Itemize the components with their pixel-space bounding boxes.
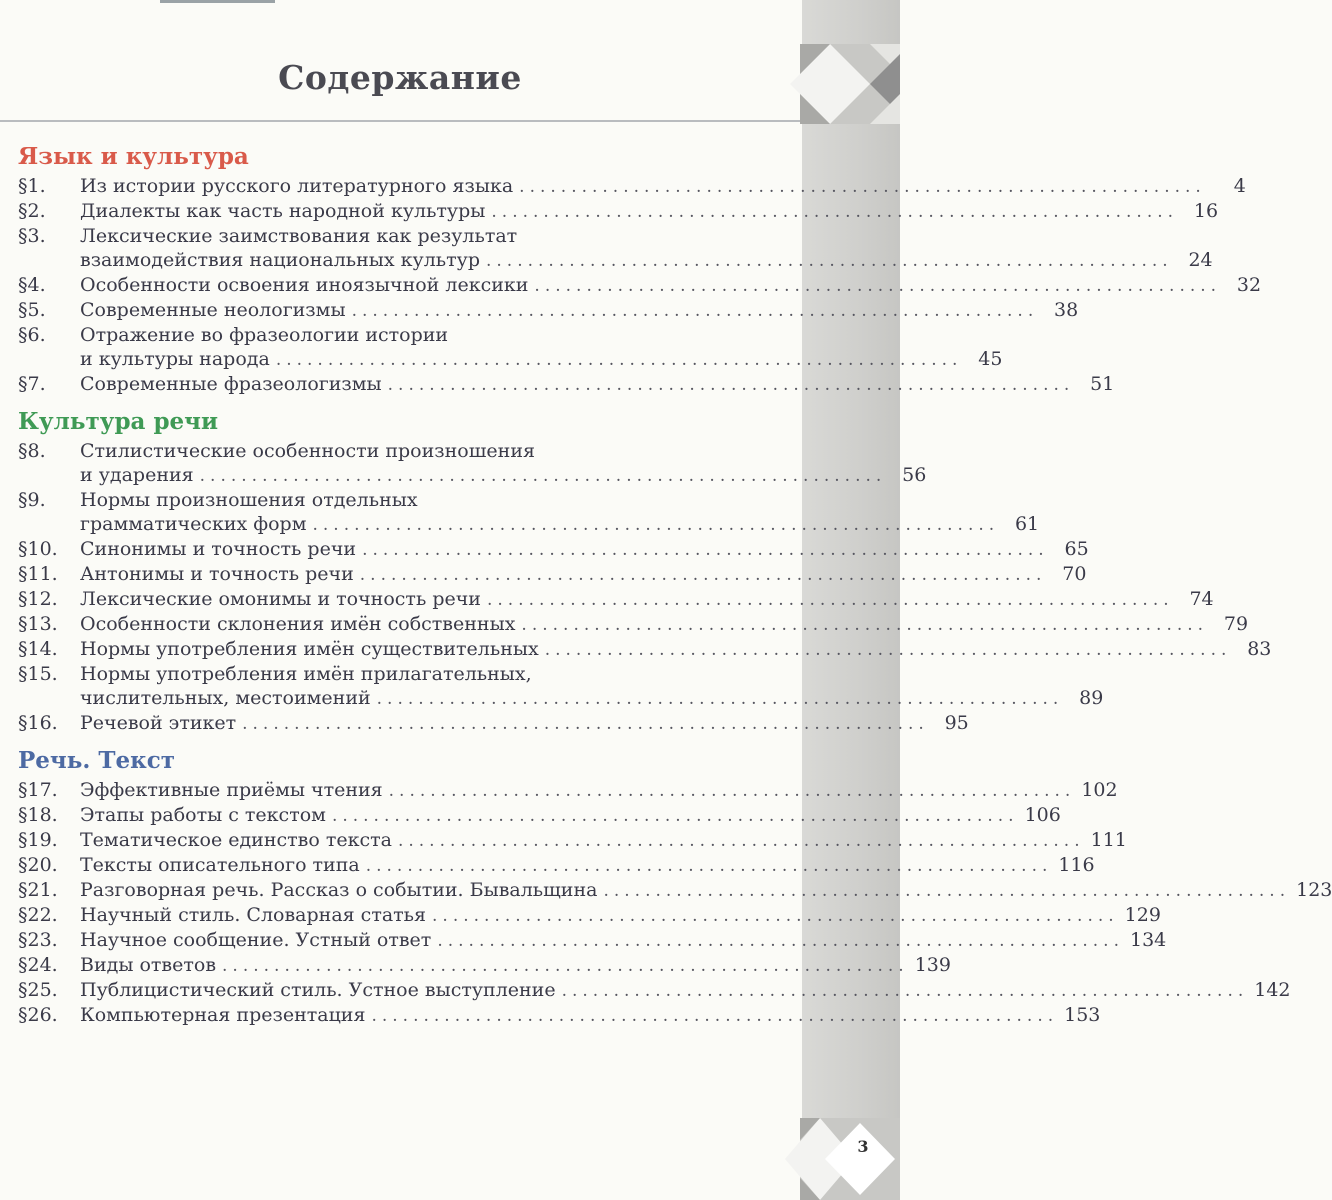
entry-number: §15. [18,663,58,685]
corner-ornament-top [800,44,900,124]
entry-page: 4 [1233,175,1246,197]
entry-title: Нормы употребления имён существительных [80,638,539,660]
toc-entry[interactable]: §1. Из истории русского литературного языка .................................................................. 4 [18,175,1246,197]
corner-ornament-bottom [800,1118,900,1200]
entry-number: §21. [18,879,58,901]
entry-number: §11. [18,563,58,585]
entry-page: 116 [1058,854,1095,876]
entry-number: §24. [18,954,58,976]
entry-page: 70 [1062,563,1087,585]
section-title-language-culture: Язык и культура [18,143,249,170]
entry-page: 111 [1090,829,1127,851]
entry-page: 74 [1189,588,1214,610]
entry-number: §3. [18,225,46,247]
entry-title: Научный стиль. Словарная статья [80,904,427,926]
entry-title: Стилистические особенности произношения [80,440,535,462]
entry-number: §6. [18,324,46,346]
entry-number: §25. [18,979,58,1001]
toc-entry[interactable]: §7. Современные фразеологизмы .................................................................. 51 [18,373,1115,395]
toc-entry[interactable]: §8. Стилистические особенности произношения и ударения .................................................................. 56 [18,440,927,486]
entry-number: §4. [18,274,46,296]
entry-title: Особенности освоения иноязычной лексики [80,274,529,296]
entry-page: 123 [1296,879,1332,901]
toc-entry[interactable]: §24. Виды ответов .................................................................. 139 [18,954,951,976]
entry-title-continued: и культуры народа [80,348,270,370]
entry-page: 79 [1223,613,1249,635]
toc-entry[interactable]: §23. Научное сообщение. Устный ответ .................................................................. 134 [18,929,1167,951]
toc-entry[interactable]: §4. Особенности освоения иноязычной лексики .................................................................. 32 [18,274,1262,296]
entry-title: Тематическое единство текста [80,829,392,851]
entry-page: 16 [1193,200,1219,222]
top-edge-mark [160,0,275,3]
entry-title: Современные фразеологизмы [80,373,382,395]
entry-title: Антонимы и точность речи [80,563,354,585]
entry-title: Тексты описательного типа [80,854,360,876]
entry-title: Публицистический стиль. Устное выступление [80,979,556,1001]
entry-number: §19. [18,829,58,851]
toc-entry[interactable]: §17. Эффективные приёмы чтения .................................................................. 102 [18,779,1118,801]
entry-title: Компьютерная презентация [80,1004,366,1026]
toc-entry[interactable]: §12. Лексические омонимы и точность речи .................................................................. 74 [18,588,1214,610]
entry-title: Речевой этикет [80,712,237,734]
header-rule [0,120,900,122]
entry-title: Эффективные приёмы чтения [80,779,383,801]
entry-page: 65 [1064,538,1089,560]
entry-number: §5. [18,299,46,321]
entry-number: §14. [18,638,58,660]
entry-page: 61 [1014,513,1040,535]
entry-page: 45 [978,348,1003,370]
entry-number: §10. [18,538,58,560]
toc-entry[interactable]: §10. Синонимы и точность речи .................................................................. 65 [18,538,1089,560]
entry-number: §23. [18,929,58,951]
toc-entry[interactable]: §19. Тематическое единство текста .................................................................. 111 [18,829,1127,851]
entry-title: Синонимы и точность речи [80,538,357,560]
entry-page: 134 [1129,929,1167,951]
entry-page: 129 [1124,904,1161,926]
toc-entry[interactable]: §11. Антонимы и точность речи .................................................................. 70 [18,563,1087,585]
entry-number: §9. [18,489,46,511]
toc-entry[interactable]: §26. Компьютерная презентация .................................................................. 153 [18,1004,1101,1026]
table-of-contents [18,140,1332,1028]
entry-number: §20. [18,854,58,876]
toc-entry[interactable]: §21. Разговорная речь. Рассказ о событии. Бывальщина .................................................................. 123 [18,879,1332,901]
entry-page: 153 [1064,1004,1101,1026]
toc-entry[interactable]: §6. Отражение во фразеологии истории и культуры народа .................................................................. 45 [18,324,1003,370]
entry-number: §2. [18,200,46,222]
entry-title: Современные неологизмы [80,299,346,321]
entry-title-continued: числительных, местоимений [80,687,371,709]
entry-number: §12. [18,588,58,610]
entry-title-continued: взаимодействия национальных культур [80,249,480,271]
entry-title: Научное сообщение. Устный ответ [80,929,432,951]
entry-page: 142 [1254,979,1291,1001]
toc-entry[interactable]: §5. Современные неологизмы .................................................................. 38 [18,299,1079,321]
entry-number: §18. [18,804,58,826]
section-title-speech-culture: Культура речи [18,408,219,435]
entry-page: 83 [1247,638,1272,660]
entry-number: §8. [18,440,46,462]
entry-page: 106 [1024,804,1061,826]
entry-page: 56 [902,464,927,486]
entry-page: 102 [1081,779,1118,801]
toc-entry[interactable]: §22. Научный стиль. Словарная статья .................................................................. 129 [18,904,1161,926]
entry-page: 51 [1090,373,1115,395]
toc-entry[interactable]: §25. Публицистический стиль. Устное выступление .................................................................. 142 [18,979,1291,1001]
entry-title: Этапы работы с текстом [80,804,326,826]
entry-title: Диалекты как часть народной культуры [80,200,486,222]
entry-number: §26. [18,1004,58,1026]
section-title-speech-text: Речь. Текст [18,747,176,774]
entry-title: Лексические омонимы и точность речи [80,588,481,610]
entry-title: Виды ответов [80,954,217,976]
toc-entry[interactable]: §20. Тексты описательного типа .................................................................. 116 [18,854,1095,876]
entry-page: 95 [944,712,969,734]
entry-title: Из истории русского литературного языка [80,175,514,197]
entry-page: 38 [1054,299,1079,321]
toc-entry[interactable]: §15. Нормы употребления имён прилагательных, числительных, местоимений .................................................................. 89 [18,663,1104,709]
toc-entry[interactable]: §13. Особенности склонения имён собственных .................................................................. 79 [18,613,1249,635]
entry-title-continued: и ударения [80,464,194,486]
entry-number: §16. [18,712,58,734]
entry-number: §7. [18,373,46,395]
entry-title: Особенности склонения имён собственных [80,613,516,635]
entry-page: 24 [1188,249,1213,271]
entry-page: 32 [1236,274,1262,296]
entry-title: Нормы произношения отдельных [80,489,418,511]
toc-entry[interactable]: §16. Речевой этикет .................................................................. 95 [18,712,969,734]
entry-number: §1. [18,175,46,197]
entry-page: 89 [1079,687,1104,709]
toc-entry[interactable]: §9. Нормы произношения отдельных грамматических форм .................................................................. 61 [18,489,1040,535]
toc-entry[interactable]: §18. Этапы работы с текстом .................................................................. 106 [18,804,1061,826]
page-number: 3 [857,1137,869,1156]
entry-number: §17. [18,779,58,801]
toc-entry[interactable]: §3. Лексические заимствования как результат взаимодействия национальных культур .................................................................. 24 [18,225,1213,271]
toc-entry[interactable]: §2. Диалекты как часть народной культуры .................................................................. 16 [18,200,1219,222]
toc-entry[interactable]: §14. Нормы употребления имён существительных .................................................................. 83 [18,638,1272,660]
entry-title: Нормы употребления имён прилагательных, [80,663,532,685]
entry-number: §13. [18,613,58,635]
entry-title: Отражение во фразеологии истории [80,324,449,346]
entry-title: Разговорная речь. Рассказ о событии. Бывальщина [80,879,598,901]
page-title: Содержание [278,58,522,97]
entry-number: §22. [18,904,58,926]
entry-title-continued: грамматических форм [80,513,307,535]
entry-page: 139 [914,954,951,976]
entry-title: Лексические заимствования как результат [80,225,518,247]
